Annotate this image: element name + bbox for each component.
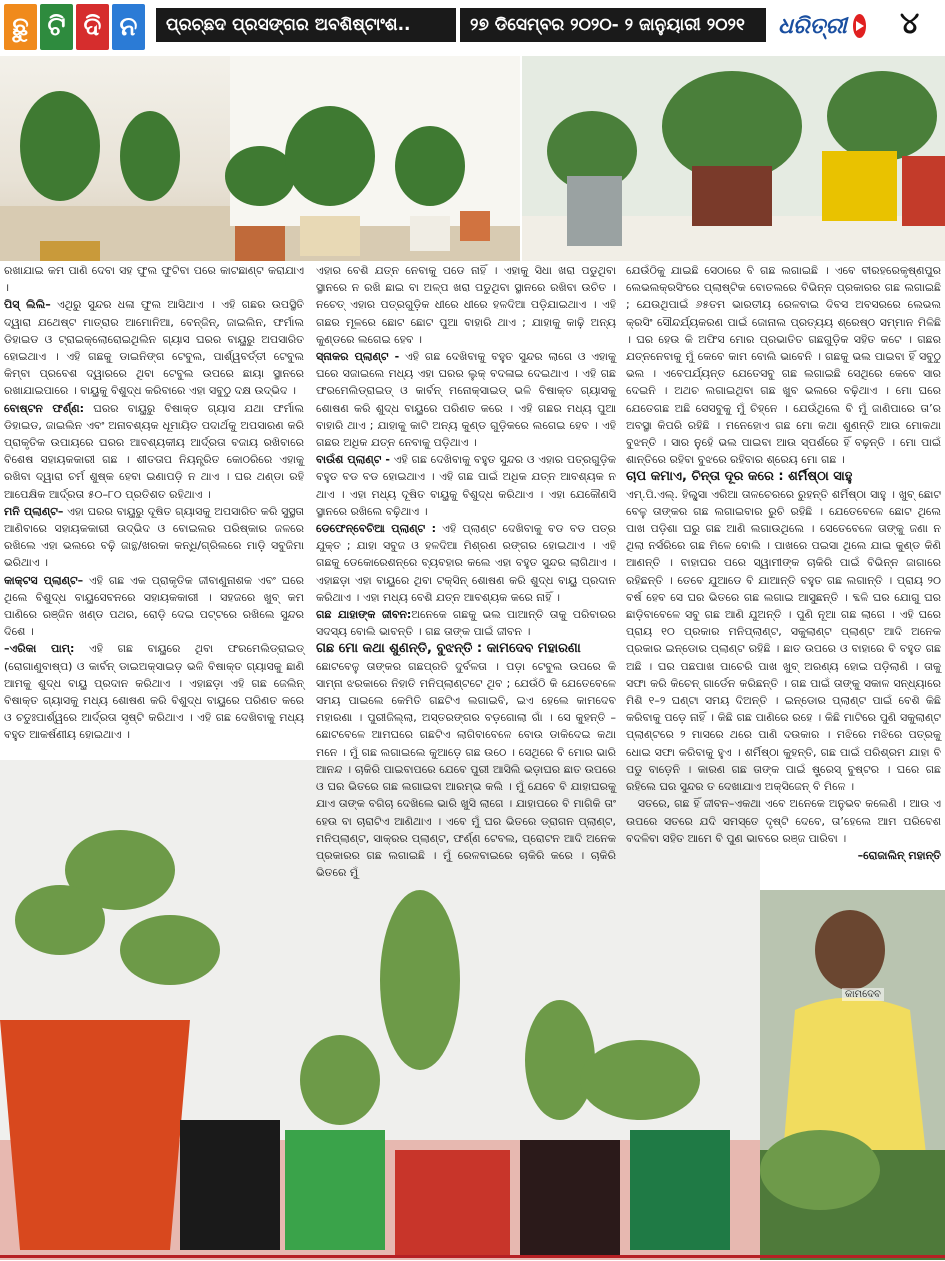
paragraph: ବାଉଁଶ ପ୍ଲାଣ୍ଟ - ଏହି ଗଛ ଦେଖିବାକୁ ବହୁତ ସୁନ୍ଦର ଓ ଏହାର ପତ୍ରଗୁଡ଼ିକ ବହୁତ ବଡ ବଡ ହୋଇଥାଏ । ଏହି ଗଛ ପାଇଁ ଅଧିକ ଯତ୍ନ ଆବଶ୍ୟକ ନ ଥାଏ । ଏହା ମଧ୍ୟ ଦୂଷିତ ବାୟୁକୁ ବିଶୁଦ୍ଧ କରିଥାଏ । ଏହା ଯେକୌଣସି ସ୍ଥାନରେ ରଖିଲେ ବଢ଼ିଥାଏ ।	[316, 453, 616, 518]
publication-logo	[778, 8, 866, 44]
brand-masthead	[4, 4, 145, 50]
paragraph: –ଏରିକା ପାମ୍: ଏହି ଗଛ ବାୟୁରେ ଥିବା ଫରମେଲିଡ୍ରାଇଡ୍ (ରୋଗାଣୁବାଷ୍ପ) ଓ କାର୍ବନ୍ ଡାଇଅକ୍ସାଇଡ଼ ଭଳି ବିଷାକ୍ତ ଗ୍ୟାସକୁ ଛାଣି ଆମକୁ ଶୁଦ୍ଧ ବାୟୁ ପ୍ରଦାନ କରିଥାଏ । ଏହାଛଡ଼ା ଏହି ଗଛ ଜେଲିନ୍ ବିଷାକ୍ତ ଗ୍ୟାସକୁ ମଧ୍ୟ ଶୋଷଣ କରି ବିଶୁଦ୍ଧ ବାୟୁରେ ପରିଣତ କରେ ଓ ଚତୁଃପାର୍ଶ୍ୱରେ ଆର୍ଦ୍ରତା ସୃଷ୍ଟି କରିଥାଏ । ଏହି ଗଛ ଦେଖିବାକୁ ମଧ୍ୟ ବହୁତ ଆକର୍ଷଣୀୟ ହୋଇଥାଏ ।	[4, 642, 304, 742]
issue-dates: ୨୭ ଡିସେମ୍ବର ୨୦୨୦- ୨ ଜାନୁୟାରୀ ୨୦୨୧	[470, 15, 745, 35]
subhead: ପିସ୍ ଲିଲି–	[4, 298, 51, 312]
interview-headline: ଚାପ କମାଏ, ଚିନ୍ତା ଦୂର କରେ : ଶର୍ମିଷ୍ଠା ସାହୁ	[626, 469, 853, 485]
banner-divider	[456, 8, 460, 42]
page-header	[0, 0, 945, 54]
subhead: –ଏରିକା ପାମ୍:	[4, 642, 75, 656]
page-number: ୪	[900, 6, 920, 41]
paragraph: ଡେଫେନ୍‌ବେଚିଆ ପ୍ଲାଣ୍ଟ : ଏହି ପ୍ଲାଣ୍ଟ ଦେଖିବାକୁ ବଡ ବଡ ପତ୍ର ଯୁକ୍ତ ; ଯାହା ସବୁଜ ଓ ହଳଦିଆ ମିଶ୍ରଣ ରଙ୍ଗର ହୋଇଥାଏ । ଏହି ଗଛକୁ ଡେକୋରେଶନ୍‌ରେ ବ୍ୟବହାର କଲେ ଏହା ବହୁତ ସୁନ୍ଦର ଲାଗିଥାଏ । ଏହାଛଡ଼ା ଏହା ବାୟୁରେ ଥିବା ଟକ୍ସିନ୍ ଶୋଷଣ କରି ଶୁଦ୍ଧ ବାୟୁ ପ୍ରଦାନ କରିଥାଏ । ଏହା ମଧ୍ୟ ବେଶି ଯତ୍ନ ଆବଶ୍ୟକ କରେ ନାହିଁ ।	[316, 522, 616, 604]
paragraph: କାକ୍ଟସ ପ୍ଲାଣ୍ଟ– ଏହି ଗଛ ଏକ ପ୍ରାକୃତିକ ଜୀବାଣୁନାଶକ ଏବଂ ଘରେ ଥିଲେ ବିଶୁଦ୍ଧ ବାୟୁସେବନରେ ସହାୟକକାରୀ । ସହଜରେ ଖୁବ୍ କମ ପାଣିରେ ରଞ୍ଜିନ ଖଣ୍ଡ ପଥର, ରୋଡ଼ି ଦେଇ ପଟ୍ଟରେ ରଖିଲେ ସୁନ୍ଦର ଦିଶେ ।	[4, 573, 304, 639]
subhead: ଗଛ ଯାହାଙ୍କ ଜୀବନ:	[316, 608, 412, 622]
play-icon	[853, 14, 866, 38]
section-banner	[156, 8, 766, 42]
paragraph: ଯେଉଁଠିକୁ ଯାଇଛି ସେଠାରେ ବି ଗଛ ଲଗାଇଛି । ଏବେ ବୀରହରେକୃଷ୍ଣପୁର ଲେଭଲକ୍ରସିଂରେ ପ୍ଲାଷ୍ଟିକ ବୋତଲରେ ବିଭିନ୍ନ ପ୍ରକାରର ଗଛ ଲଗାଇଛି ; ଯେଉଥିପାଇଁ ୬୫ତମ ଭାରତୀୟ ରେଳବାଇ ଦିବସ ଅବସରରେ ଲେଭଲ କ୍ରସିଂ ସୌନ୍ଦର୍ଯ୍ୟକରଣ ପାଇଁ ଜୋନାଲ ପ୍ରତ୍ୟୟ ଶ୍ରେଷ୍ଠ ସମ୍ମାନ ମିଳିଛି । ଘର ହେଉ କି ଅଫିସ ମୋର ପ୍ରଭାତିତ ଗଛଗୁଡ଼ିକ ସହିତ କଟେ । ଗଛର ଯତ୍ନନେବାକୁ ମୁଁ କେବେ କାମ ବୋଲି ଭାବେନି । ଗଛକୁ ଭଲ ପାଇବା ହିଁ ସବୁଠୁ ଭଲ । ଏବେପର୍ଯ୍ୟନ୍ତ ଯେତେସବୁ ଗଛ ଲଗାଇଛି ସେଥିରେ କେବେ ସାର ଦେଇନି । ଅଥଚ ଲଗାଇଥିବା ଗଛ ଖୁବ ଭଲରେ ବଢ଼ିଥାଏ । ମୋ ଘରେ ଯେତେଗଛ ଅଛି ସେସବୁକୁ ମୁଁ ଚିହ୍ନେ । ଯେଉଁଥିଲେ ବି ମୁଁ ଜାଣିପାରେ ତା’ର ଅବସ୍ଥା କିପରି ରହିଛି । ମନେହୋଏ ଗଛ ମୋ କଥା ଶୁଣନ୍ତି ଆଉ ମୋକଥା ବୁଝନ୍ତି । ସାର ନୁହେଁ ଭଲ ପାଇବା ଆଉ ସ୍ପର୍ଶରେ ହିଁ ବଢ଼ନ୍ତି । ମୋ ପାଇଁ ଶାନ୍ତିରେ ରହିବା ବୁଝରେ ରହିବାର ଶ୍ରେୟ ମୋ ଗଛ ।	[626, 264, 941, 467]
brand-letter: ଟି	[40, 4, 73, 50]
subhead: ମନି ପ୍ଲାଣ୍ଟ–	[4, 504, 64, 518]
author-signature: –ରୋଜାଲିନ୍ ମହାନ୍ତି	[857, 848, 941, 862]
section-title: ପ୍ରଚ୍ଛଦ ପ୍ରସଙ୍ଗର ଅବଶିଷ୍ଟାଂଶ..	[166, 15, 411, 35]
indoor-plants-shelf-photo	[0, 56, 520, 261]
paragraph: ପିସ୍ ଲିଲି– ଏଥିରୁ ସୁନ୍ଦର ଧଳା ଫୁଲ ଆସିଥାଏ । ଏହି ଗଛର ଉପସ୍ଥିତି ଦ୍ୱାରା ଯଥେଷ୍ଟ ମାତ୍ରାର ଆମୋନିଆ, ବେନ୍‌ଜିନ୍, ଜାଇଲିନ, ଫର୍ମାଲ ଡିହାଇଡ ଓ ଟ୍ରାଇକ୍ଲୋରୋଇଥିଲିନ ଗ୍ୟାସ ଘରର ବାୟୁରୁ ଅପସାରିତ ହୋଇଥାଏ । ଏହି ଗଛକୁ ଡାଇନିଙ୍ଗ ଟେବୁଲ, ପାର୍ଶ୍ୱବର୍ତ୍ତୀ ଟେବୁଲ କିମ୍ବା ପ୍ରବେଶ ଦ୍ୱାରରେ ଥିବା ଟେବୁଲ ଉପରେ ଛାୟା ସ୍ଥାନରେ ରଖାଯାଇପାରେ । ବାୟୁକୁ ବିଶୁଦ୍ଧ କରିବାରେ ଏହା ସବୁଠୁ ଦକ୍ଷ ଉଦ୍ଭିଦ ।	[4, 298, 305, 398]
footer-rule	[0, 1255, 945, 1258]
brand-letter: ନ	[112, 4, 145, 50]
brand-letter: ଦି	[76, 4, 109, 50]
paragraph: ବୋଷ୍ଟନ ଫର୍ଣ୍ଣ: ଘରର ବାୟୁରୁ ବିଷାକ୍ତ ଗ୍ୟାସ ଯଥା ଫର୍ମାଲ ଡିହାଇଡ, ଜାଇଲିନ ଏବଂ ଅନାବଶ୍ୟକ ଧୂମାୟିତ ପଦାର୍ଥକୁ ଅପସାରଣ କରି ପ୍ରାକୃତିକ ଉପାୟରେ ଘରର ଆବଶ୍ୟକୀୟ ଆର୍ଦ୍ରତା ବଜାୟ ରଖିବାରେ ବିଶେଷ ସହାୟକକାରୀ ଗଛ । ଶୀତତାପ ନିୟନ୍ତ୍ରିତ କୋଠରିରେ ଏହାକୁ ରଖିବା ଦ୍ୱାରା ଚର୍ମ ଶୁଷ୍କ ହେବା ଇଣାପଡ଼ି ନ ଥାଏ । ଘର ଥଣ୍ଡା ରହି ଆପେକ୍ଷିକ ଆର୍ଦ୍ରତା ୫୦–୮୦ ପ୍ରତିଶତ ରହିଥାଏ ।	[4, 401, 304, 501]
subhead: ସ୍ନାକର ପ୍ଲାଣ୍ଟ -	[316, 350, 400, 364]
subhead: ବୋଷ୍ଟନ ଫର୍ଣ୍ଣ:	[4, 401, 85, 415]
paragraph: ଗଛ ଯାହାଙ୍କ ଜୀବନ:ଅନେକେ ଗଛକୁ ଭଲ ପାଆନ୍ତି ତାକୁ ପରିବାରର ସଦସ୍ୟ ବୋଲି ଭାବନ୍ତି । ଗଛ ତାଙ୍କ ପାଇଁ ଜୀବନ ।	[316, 608, 616, 639]
paragraph: ମନି ପ୍ଲାଣ୍ଟ– ଏହା ଘରର ବାୟୁରୁ ଦୂଷିତ ଗ୍ୟାସକୁ ଅପସାରିତ କରି ସୁସ୍ଥତା ଆଣିବାରେ ସହାୟକକାରୀ ଉଦ୍ଭିଦ ଓ ବୋଇଲର ପରିଷ୍କାର ଜଳରେ ରଖିଲେ ଏହା ଭଲରେ ବଢ଼ି ଜାନ୍ଥ/ଖରକା କନ୍ଧି/ଗ୍ରିଲରେ ମାଡ଼ି ସବୁଜିମା ଭରିଥାଏ ।	[4, 504, 304, 570]
photo-caption: କାମଦେବ	[842, 988, 884, 1001]
paragraph: ଏମ୍.ପି.ଏଲ୍. ହିଲ୍କ୍ସା ଏରିଆ ତାଳଚେରରେ ରୁହନ୍ତି ଶର୍ମିଷ୍ଠା ସାହୁ । ଖୁବ୍ ଛୋଟ ବେଳୁ ତାଙ୍କର ଗଛ ଲଗାଇବାର ରୁଚି ରହିଛି । ଯେତେବେଳେ ଛୋଟ ଥିଲେ ପାଖ ପଡ଼ିଶା ଘରୁ ଗଛ ଆଣି ଲଗାଉଥିଲେ । ସେତେବେଳେ ତାଙ୍କୁ ଜଣା ନ ଥିଲା ନର୍ସରିରେ ଗଛ ମିଳେ ବୋଲି । ପାଖରେ ପଇସା ଥିଲେ ଯାଇ କୁଣ୍ଡ କିଣି ଆଣନ୍ତି । ବାହାଘର ପରେ ସ୍ୱାମୀଙ୍କ ଚାକିରି ପାଇଁ ବିଭିନ୍ନ ଜାଗାରେ ରହିଛନ୍ତି । ତେବେ ଯୁଆଡେ ବି ଯାଆନ୍ତି ବହୁତ ଗଛ ଲଗାନ୍ତି । ପ୍ରାୟ ୨୦ ବର୍ଷ ହେବ ସେ ଘର ଭିତରେ ଗଛ ଲଗାଇ ଆସୁଛନ୍ତି । ବ୍ଦଳି ଘର ଯୋଗୁ ଘର ଛାଡ଼ିବାବେଳେ ସବୁ ଗଛ ଆଣି ଯୁଅନ୍ତି । ପୁଣି ନୂଆ ଗଛ ଲାଗେ । ଏହି ଘରେ ପ୍ରାୟ ୧୦ ପ୍ରକାର ମନିପ୍ଲାଣ୍ଟ, ସକୁଲାଣ୍ଟ ପ୍ଲାଣ୍ଟ ଆଦି ଅନେକ ପ୍ରକାର ଇନ୍‌ଡୋର ପ୍ଲାଣ୍ଟ ରହିଛି । ଛାତ ଉପରେ ଓ ବାହାରେ ବି ବହୁତ ଗଛ ଅଛି । ଘର ପଛପାଖ ପାଚେରି ପାଖ ଖୁବ୍ ଅରଣ୍ୟ ହୋଇ ପଡ଼ିଲାଣି । ତାକୁ ସଫା କରି କିଚେନ୍ ଗାର୍ଡେନ କରିଛନ୍ତି । ଗଛ ପାଇଁ ତାଙ୍କୁ ସକାଳ ସନ୍ଧ୍ୟାରେ ମିଶି ୧–୨ ଘଣ୍ଟା ସମୟ ଦିଅନ୍ତି । ଇନ୍‌ଡୋର ପ୍ଲାଣ୍ଟ ପାଇଁ ବେଶି କିଛି କରିବାକୁ ପଡ଼େ ନାହିଁ । କିଛି ଗଛ ପାଣିରେ ରହେ । କିଛି ମାଟିରେ ପୁଣି ସକୁଲାଣ୍ଟ ପ୍ଲାଣ୍ଟରେ ୨ ମାସରେ ଥରେ ପାଣି ଦଉକାର । ମଝିରେ ମଝିରେ ପତ୍ରକୁ ଧୋଇ ସଫା କରିବାକୁ ହୁଏ । ଶର୍ମିଷ୍ଠା କୁହନ୍ତି, ଗଛ ପାଇଁ ପରିଶ୍ରମ ଯାହା ବି ପଡୁ ବାଡ଼େନି । କାରଣ ଗଛ ତାଙ୍କ ପାଇଁ ଷ୍ଟ୍ରେସ୍ ବୁଷ୍ଟର । ଘରେ ଗଛ ରହିଲେ ଘର ସୁନ୍ଦର ତ ଦେଖାଯାଏ ଅକ୍ସିଜେନ୍ ବି ମିଳେ ।	[626, 487, 941, 794]
brand-letter: ଛୁ	[4, 4, 37, 50]
subhead: ବାଉଁଶ ପ୍ଲାଣ୍ଟ -	[316, 453, 390, 467]
interview-headline: ଗଛ ମୋ କଥା ଶୁଣନ୍ତି, ବୁଝନ୍ତି : କାମଦେବ ମହାରଣା	[316, 641, 581, 657]
potted-plants-window-photo	[522, 56, 945, 261]
article-column-1	[4, 262, 304, 744]
paragraph: ସ୍ନାକର ପ୍ଲାଣ୍ଟ - ଏହି ଗଛ ଦେଖିବାକୁ ବହୁତ ସୁନ୍ଦର ଲାଗେ ଓ ଏହାକୁ ଘରେ ସଜାଇଲେ ମଧ୍ୟ ଏହା ଘରର ଲୁକ୍ ବଦଳାଇ ଦେଇଥାଏ । ଏହି ଗଛ ଫରମେଲିଡ୍ରାଇଡ୍ ଓ କାର୍ବନ୍ ମନୋକ୍ସାଇଡ୍ ଭଳି ବିଷାକ୍ତ ଗ୍ୟାସକୁ ଶୋଷଣ କରି ଶୁଦ୍ଧ ବାୟୁରେ ପରିଣତ କରେ । ଏହି ଗଛର ମଧ୍ୟ ପୁଆ ବାହାରି ଥାଏ ; ଯାହାକୁ କାଟି ଅନ୍ୟ କୁଣ୍ଡ ଗୁଡ଼ିକରେ ଲଗେଇ ହେବ । ଏହି ଗଛର ଅଧିକ ଯତ୍ନ ନେବାକୁ ପଡ଼ିଥାଏ ।	[316, 350, 616, 450]
man-with-plants-photo	[760, 890, 945, 1260]
article-column-3	[626, 262, 941, 864]
paragraph: ଏହାର ବେଶି ଯତ୍ନ ନେବାକୁ ପଡେ ନାହିଁ । ଏହାକୁ ସିଧା ଖରା ପଡୁଥିବା ସ୍ଥାନରେ ନ ରଖି ଛାଇ ବା ଅଳ୍ପ ଖରା ପଡୁଥିବା ସ୍ଥାନରେ ରଖିବା ଉଚିତ । ନଚେତ୍ ଏହାର ପତ୍ରଗୁଡ଼ିକ ଧୀରେ ଧୀରେ ହଳଦିଆ ପଡ଼ିଯାଇଥାଏ । ଏହି ଗଛର ମୂଳରେ ଛୋଟ ଛୋଟ ପୁଆ ବାହାରି ଥାଏ ; ଯାହାକୁ କାଢ଼ି ଅନ୍ୟ କୁଣ୍ଡରେ ଲଗେଇ ହେବ ।	[316, 264, 616, 346]
logo-text: ଧରିତ୍ରୀ	[778, 13, 847, 39]
subhead: କାକ୍ଟସ ପ୍ଲାଣ୍ଟ–	[4, 573, 84, 587]
paragraph: ସତରେ, ଗଛ ହିଁ ଜୀବନ–ଏକଥା ଏବେ ଅନେକେ ଅନୁଭବ କଲେଣି । ଆଉ ଏ ଉପରେ ସତରେ ଯଦି ସମସ୍ତେ ଦୃଷ୍ଟି ଦେବେ, ତା’ହେଲେ ଆମ ପରିବେଶ ବଦଳିବା ସହିତ ଆମେ ବି ପୁଣ ଭାବରେ ରଞ୍ଜ ପାରିବା ।	[626, 797, 941, 845]
subhead: ଡେଫେନ୍‌ବେଚିଆ ପ୍ଲାଣ୍ଟ :	[316, 522, 437, 536]
paragraph: ରଖାଯାଇ କମ ପାଣି ଦେବା ସହ ଫୁଲ ଫୁଟିବା ପରେ କାଟଛାଣ୍ଟ କରାଯାଏ ।	[4, 264, 304, 295]
article-column-2	[316, 262, 616, 881]
paragraph: ଛୋଟବେଳୁ ତାଙ୍କର ଗଛପ୍ରତି ଦୁର୍ବଳତା । ପଡ଼ା ଟେବୁଲ ଉପରେ କି ସାମ୍ନା ଝରକାରେ ନିହାତି ମନିପ୍ଲାଣ୍ଟଟେ ଥିବ ; ଯେଉଁଠି କି ଯେତେବେଳେ ସମୟ ପାଇଲେ କେମିତି ଗଛଟିଏ ଲଗାଇବି, ଇଏ ହେଲେ କାମଦେବ ମହାରଣା । ପୁରୀଜିଲ୍ଲା, ଅସ୍ତରଙ୍ଗର ବଡ଼ଗୋଲା ଗାଁ । ସେ କୁହନ୍ତି – ଛୋଟବେଳେ ଆମଘରେ ଗଛଟିଏ ଲାଗିବାବେଳେ ବୋଉ ଡାକିଦେଇ କଥା ମନେ । ମୁଁ ଗଛ ଲଗାଇଲେ କୁଆଡ଼େ ଗଛ ଉଠେ । ସେଥିରେ ବି ମୋର ଭାରି ଆନନ୍ଦ । ଚାକିରି ପାଇବାପରେ ଯେବେ ପୁରୀ ଆସିଲି ଭଡ଼ାଘର ଛାତ ଉପରେ ଓ ଘର ଭିତରେ ଗଛ ଲଗାଇବା ଆରମ୍ଭ କଲି । ମୁଁ ଯେବେ ବି ଯାହାଘରକୁ ଯାଏ ତାଙ୍କ ବଗିଚା ଦେଖିଲେ ଭାରି ଖୁସି ଲାଗେ । ଯାହାପରେ ବି ମାଗିକି ତାଂ ହେଉ ବା ଚାରାଟିଏ ଆଣିଥାଏ । ଏବେ ମୁଁ ଘର ଭିତରେ ଡ୍ରାଗନ ପ୍ଲାଣ୍ଟ, ମନିପ୍ଲାଣ୍ଟ, ସାକ୍ରର ପ୍ଲାଣ୍ଟ, ଫର୍ଣ୍ଣ ଟେବଲ, ପ୍ରୋଟନ ଆଦି ଅନେକ ପ୍ରକାରର ଗଛ ଲଗାଇଛି । ମୁଁ ରେଳବାଇରେ ଚାକିରି କରେ । ଚାକିରି ଭିତରେ ମୁଁ	[316, 659, 616, 880]
